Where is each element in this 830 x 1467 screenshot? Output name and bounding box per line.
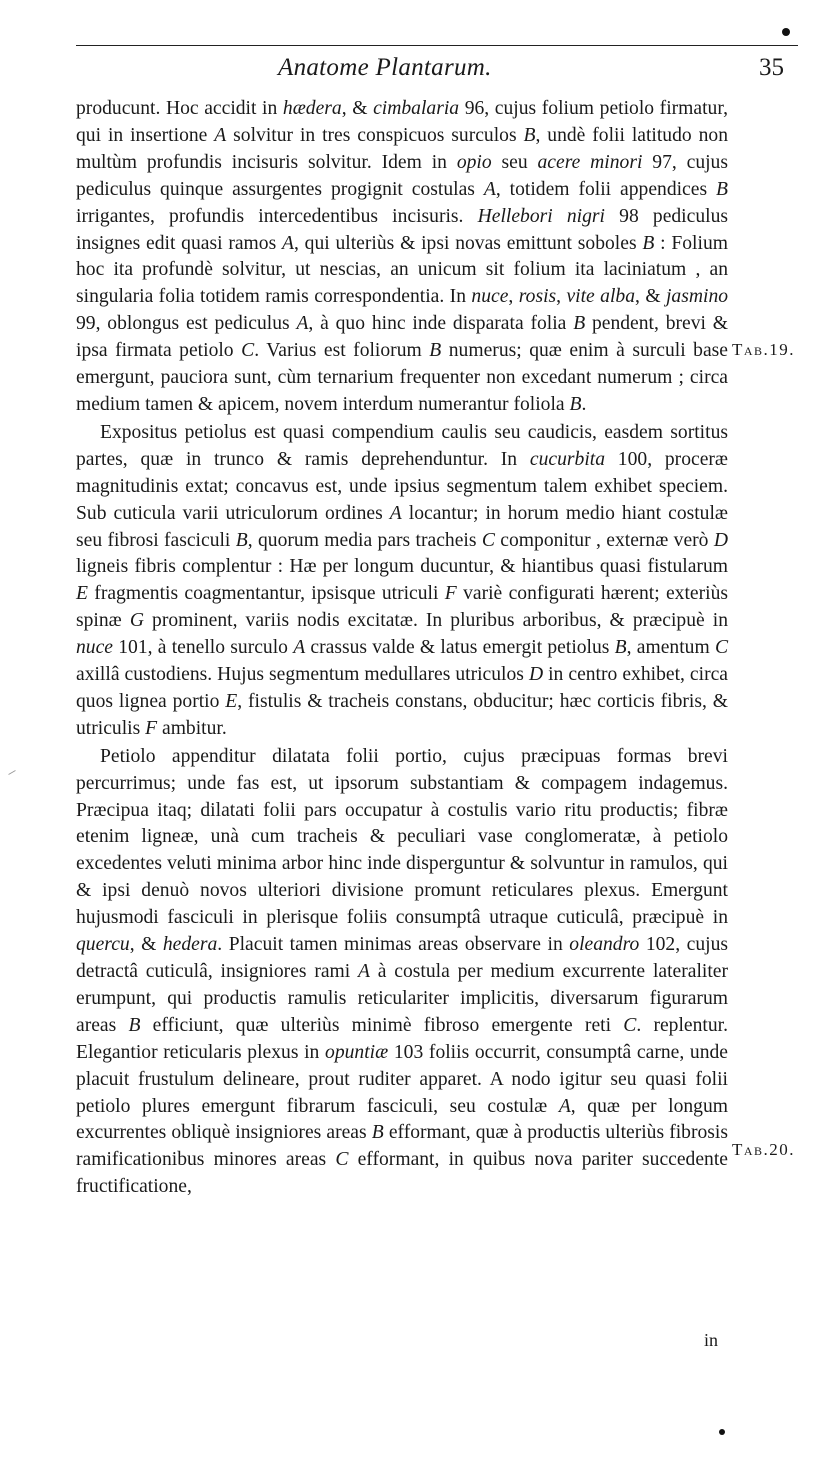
text-run: 101, à tenello surculo — [113, 637, 294, 659]
text-run: Expositus petiolus est quasi compendium caulis seu caudicis, easdem sortitus partes, quæ in trunco & ramis deprehenduntur. In — [76, 421, 728, 470]
italic-term: F — [444, 583, 457, 605]
italic-term: F — [145, 717, 158, 739]
italic-term: quercu — [76, 934, 130, 956]
text-run: ligneis fibris complentur : Hæ per longum ducuntur, & hiantibus quasi fistularum — [76, 556, 728, 578]
italic-term: B — [128, 1014, 141, 1036]
text-run: : Folium hoc ita profundè solvitur, ut nescias, an unicum sit folium ita laciniatum , an singularia folia totidem ramis correspondentia. In — [76, 232, 728, 308]
text-run: . — [581, 393, 587, 415]
ink-dot — [719, 1429, 725, 1435]
text-run: 102, cujus detractâ cuticulâ, insigniores rami — [76, 934, 729, 982]
italic-term: A — [293, 637, 306, 659]
margin-note-tab-19: Tab.19. — [732, 340, 796, 359]
text-run: efformant, in quibus nova pariter succedente fructificatione, — [76, 1149, 728, 1198]
text-run: . Placuit tamen minimas areas observare in — [217, 934, 570, 956]
text-run: prominent, variis nodis excitatæ. In pluribus arboribus, & præcipuè in — [143, 610, 728, 632]
italic-term: B — [371, 1122, 384, 1144]
italic-term: opuntiæ — [325, 1041, 389, 1063]
text-run: numerus; quæ enim à surculi base emergunt, pauciora sunt, cùm ternarium frequenter non excedant numerum ; circa medium tamen & apicem, novem interdum numerantur foliola — [76, 340, 728, 415]
text-run: , — [508, 286, 519, 308]
text-run: , & — [341, 98, 374, 119]
margin-note-tab-20: Tab.20. — [732, 1140, 796, 1159]
italic-term: D — [528, 664, 544, 686]
text-run: , quæ per longum excurrentes obliquè insigniores areas — [76, 1095, 728, 1144]
text-run: , fistulis & tracheis constans, obducitur; hæc corticis fibris, & utriculis — [76, 690, 728, 739]
text-run: à costula per medium excurrente lateraliter erumpunt, qui productis ramulis reticulariter implicitis, diversarum figurarum areas — [76, 961, 728, 1036]
italic-term: jasmino — [665, 286, 729, 308]
italic-term: C — [714, 637, 729, 659]
text-run: , undè folii latitudo non multùm profundis incisuris solvitur. Idem in — [76, 124, 728, 173]
italic-term: A — [558, 1095, 571, 1117]
italic-term: C — [241, 340, 255, 362]
text-run: in centro exhibet, circa quos lignea portio — [76, 664, 728, 712]
italic-term: A — [389, 502, 402, 524]
paragraph — [76, 96, 728, 419]
text-run: crassus valde & latus emergit petiolus — [305, 637, 615, 659]
italic-term: B — [716, 178, 728, 200]
italic-term: A — [282, 232, 294, 254]
text-run: 103 foliis occurrit, consumptâ carne, unde placuit frustulum delineare, prout ruditer apparet. A nodo igitur seu quasi folii petiolo plures emergunt fibrarum fasciculi, seu costulæ — [76, 1041, 728, 1117]
text-run: , — [556, 286, 567, 308]
text-run: , amentum — [626, 637, 715, 659]
italic-term: opio — [456, 151, 492, 173]
italic-term: C — [481, 529, 495, 551]
italic-term: G — [129, 610, 144, 632]
italic-term: A — [296, 313, 309, 335]
text-run: , quorum media pars tracheis — [247, 529, 482, 551]
text-run: variè configurati hærent; exteriùs spinæ — [76, 583, 728, 632]
ink-spot — [782, 28, 790, 36]
italic-term: E — [225, 690, 238, 712]
italic-term: B — [235, 529, 248, 551]
text-run: 100, proceræ magnitudinis extat; concavus est, unde ipsius segmentum talem exhibet speciem. Sub cuticula varii utriculorum ordines — [76, 448, 728, 524]
text-run: 97, cujus pediculus quinque assurgentes progignit costulas — [76, 151, 728, 200]
text-run: 98 pediculus insignes edit quasi ramos — [76, 205, 728, 254]
running-head — [0, 52, 830, 86]
italic-term: B — [573, 313, 586, 335]
text-run: 99, oblongus est pediculus — [76, 313, 297, 335]
text-run: , qui ulteriùs & ipsi novas emittunt soboles — [293, 232, 643, 254]
text-run: seu — [491, 151, 538, 173]
text-run: efformant, quæ à productis ulteriùs fibrosis ramificationibus minores areas — [76, 1122, 728, 1171]
italic-term: C — [623, 1014, 637, 1036]
top-rule — [76, 45, 798, 46]
italic-term: hædera — [282, 98, 342, 119]
catchword: in — [704, 1330, 719, 1350]
italic-term: B — [429, 340, 442, 362]
italic-term: A — [358, 961, 370, 982]
paper-speck — [8, 770, 15, 775]
body-text — [76, 96, 728, 1201]
text-run: ambitur. — [157, 717, 227, 739]
italic-term: nuce — [76, 637, 113, 659]
text-run: irrigantes, profundis intercedentibus incisuris. — [76, 205, 478, 227]
text-run: locantur; in horum medio hiant costulæ seu fibrosi fasciculi — [76, 502, 728, 551]
paragraph — [76, 420, 728, 743]
italic-term: B — [642, 232, 655, 254]
text-run: fragmentis coagmentantur, ipsisque utriculi — [87, 583, 445, 605]
italic-term: oleandro — [569, 934, 640, 956]
italic-term: acere minori — [537, 151, 643, 173]
text-run: pendent, brevi & ipsa firmata petiolo — [76, 313, 729, 362]
text-run: . Varius est foliorum — [254, 340, 430, 362]
italic-term: rosis — [518, 286, 557, 308]
italic-term: C — [335, 1149, 349, 1171]
italic-term: E — [76, 583, 88, 605]
italic-term: B — [523, 124, 536, 146]
italic-term: nuce — [471, 286, 509, 308]
text-run: , à quo hinc inde disparata folia — [308, 313, 574, 335]
text-run: solvitur in tres conspicuos surculos — [226, 124, 524, 146]
italic-term: B — [614, 637, 627, 659]
paragraph — [76, 744, 728, 1201]
text-run: , totidem folii appendices — [495, 178, 717, 200]
text-run: , & — [129, 934, 163, 956]
text-run: Petiolo appenditur dilatata folii portio, cujus præcipuas formas brevi percurrimus; unde fas est, ut ipsorum substantiam & compagem indagemus. Præcipua itaq; dilatati folii pars occupatur à costulis vario ritu productis; fibræ etenim ligneæ, unà cum tracheis & peculiari vase conglomeratæ, à petiolo excedentes veluti minima arbor hinc inde disperguntur & solvuntur in ramulos, qui & ipsi denuò novos ulteriori divisione promunt reticulares plexus. Emergunt hujusmodi fasciculi in plerisque foliis consumptâ utraque cuticulâ, præcipuè in — [76, 745, 728, 929]
text-run: . replentur. Elegantior reticularis plexus in — [76, 1014, 728, 1063]
italic-term: D — [713, 529, 728, 551]
italic-term: cimbalaria — [373, 98, 460, 119]
italic-term: hedera — [162, 934, 218, 956]
text-run: efficiunt, quæ ulteriùs minimè fibroso emergente reti — [140, 1014, 624, 1036]
page-number: 35 — [759, 54, 784, 81]
italic-term: A — [483, 178, 496, 200]
italic-term: A — [214, 124, 227, 146]
italic-term: cucurbita — [529, 448, 605, 470]
italic-term: Hellebori nigri — [477, 205, 605, 227]
running-title: Anatome Plantarum. — [278, 54, 492, 81]
text-run: , & — [635, 286, 666, 308]
text-run: producunt. Hoc accidit in — [76, 98, 283, 119]
italic-term: vite alba — [566, 286, 635, 308]
italic-term: B — [569, 393, 582, 415]
text-run: 96, cujus folium petiolo firmatur, qui in insertione — [76, 98, 728, 146]
text-run: componitur , externæ verò — [494, 529, 714, 551]
text-run: axillâ custodiens. Hujus segmentum medullares utriculos — [76, 664, 529, 686]
